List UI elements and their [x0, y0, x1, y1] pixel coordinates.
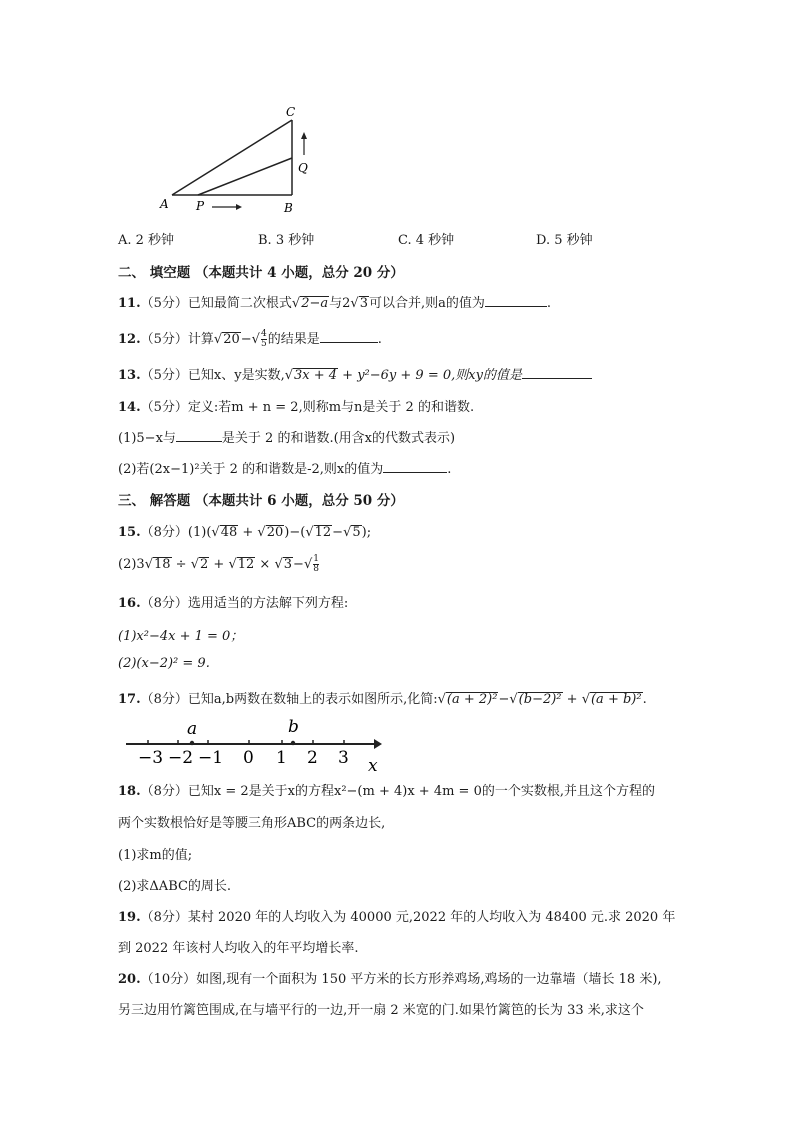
question-13: [118, 364, 592, 383]
option-b: B. 3 秒钟: [258, 233, 315, 248]
q15-p2-a: (2)3: [118, 557, 145, 572]
section-3-title: 三、 解答题 （本题共计 6 小题，总分 50 分）: [118, 493, 404, 509]
q20-score: （10分）: [140, 972, 197, 987]
q14-p2-pre: (2)若(2x−1)²关于 2 的和谐数是-2,则x的值为: [118, 462, 384, 477]
q13-post: + y²−6y + 9 = 0,则xy的值是: [338, 368, 522, 383]
q15-p2-e: −: [293, 557, 304, 572]
point-b: [291, 741, 295, 745]
section-2-title: 二、 填空题 （本题共计 4 小题，总分 20 分）: [118, 265, 404, 281]
q17-m1: −: [498, 692, 510, 707]
sqrt-sign: √: [291, 296, 301, 311]
tick-label: −3: [138, 748, 164, 768]
option-a: A. 2 秒钟: [118, 233, 175, 248]
question-16-part-1: (1)x²−4x + 1 = 0；: [118, 629, 244, 644]
point-a: [190, 741, 194, 745]
q15-p2-r2: 2: [200, 557, 209, 572]
question-18-line-2: 两个实数根恰好是等腰三角形ABC的两条边长,: [118, 816, 386, 831]
tick-label: −2: [168, 748, 194, 768]
tick-label: −1: [198, 748, 224, 768]
q18-number: 18.: [118, 784, 141, 799]
question-17: [118, 688, 647, 707]
segment-pq: [198, 158, 292, 195]
q19-number: 19.: [118, 910, 141, 925]
question-16-part-2: (2)(x−2)² = 9.: [118, 656, 210, 671]
side-ac: [172, 120, 292, 195]
number-line-figure: [118, 716, 388, 774]
label-c: C: [286, 105, 296, 119]
q12-number: 12.: [118, 332, 141, 347]
question-18-part-1: (1)求m的值;: [118, 848, 193, 863]
question-15-part-2: [118, 555, 320, 574]
q15-score: （8分）: [140, 525, 188, 540]
point-b-label: b: [288, 717, 299, 737]
q15-p2-c: +: [209, 557, 229, 572]
q11-radicand-2: 3: [359, 296, 368, 311]
sqrt-sign: √: [305, 525, 314, 540]
tick-label: 3: [338, 748, 349, 768]
question-14: [118, 396, 474, 415]
sqrt-sign: √: [144, 557, 153, 572]
sqrt-sign: √: [581, 692, 590, 707]
question-19: [118, 906, 675, 925]
sqrt-sign: √: [274, 557, 283, 572]
question-18-part-2: (2)求ΔABC的周长.: [118, 879, 232, 894]
question-15-part-1: [118, 521, 371, 540]
q14-p1-pre: (1)5−x与: [118, 431, 176, 446]
question-14-part-2: [118, 458, 451, 477]
question-12: [118, 328, 382, 349]
q13-radicand: 3x + 4: [294, 368, 338, 383]
q11-score: （5分）: [140, 296, 188, 311]
q17-radicand-3: (a + b)²: [590, 692, 642, 707]
question-20: [118, 968, 662, 987]
q19-score: （8分）: [140, 910, 188, 925]
q11-radicand-1: 2−a: [301, 296, 329, 311]
q12-post: 的结果是: [267, 332, 320, 347]
q15-p2-r1: 18: [153, 557, 171, 572]
q15-p2-r4: 3: [283, 557, 293, 572]
q19-line1: 某村 2020 年的人均收入为 40000 元,2022 年的人均收入为 48400 元.求 2020 年: [187, 910, 676, 925]
q13-answer-blank[interactable]: [522, 366, 592, 379]
q11-mid: 与2: [329, 296, 351, 311]
sqrt-sign: √: [190, 557, 199, 572]
question-11: [118, 292, 551, 311]
q17-text: 已知a,b两数在数轴上的表示如图所示,化简:: [187, 692, 438, 707]
q20-line1: 如图,现有一个面积为 150 平方米的长方形养鸡场,鸡场的一边靠墙（墙长 18 米),: [196, 972, 662, 987]
q11-number: 11.: [118, 296, 141, 311]
q15-p1-e: );: [361, 525, 372, 540]
q15-p1-r3: 12: [314, 525, 332, 540]
q15-p2-r3: 12: [237, 557, 255, 572]
q16-text: 选用适当的方法解下列方程:: [187, 596, 349, 611]
q11-pre: 已知最简二次根式: [187, 296, 292, 311]
label-p: P: [196, 199, 205, 213]
q13-score: （5分）: [140, 368, 188, 383]
q17-radicand-1: (a + 2)²: [446, 692, 498, 707]
q15-p2-fraction: [313, 555, 319, 574]
tick-label: 0: [243, 748, 254, 768]
sqrt-sign: √: [211, 525, 220, 540]
q15-p1-r4: 5: [352, 525, 361, 540]
q15-p2-d: ×: [255, 557, 275, 572]
q12-pre: 计算: [187, 332, 214, 347]
sqrt-sign: √: [303, 557, 313, 572]
arrow-p-head: [236, 204, 242, 210]
q12-fraction-num: 4: [260, 329, 267, 339]
q16-score: （8分）: [140, 596, 188, 611]
q15-p1-a: (1)(: [187, 525, 212, 540]
q11-answer-blank[interactable]: [485, 294, 547, 307]
arrow-q-head: [301, 132, 307, 139]
q15-p1-c: )−(: [284, 525, 306, 540]
q18-line1: 已知x = 2是关于x的方程x²−(m + 4)x + 4m = 0的一个实数根,并且这个方程的: [187, 784, 655, 799]
label-a: A: [160, 197, 169, 211]
sqrt-sign: √: [251, 332, 260, 347]
question-14-part-1: [118, 427, 455, 446]
option-c: C. 4 秒钟: [398, 233, 455, 248]
q12-end: .: [377, 332, 382, 347]
q15-p2-fraction-den: 8: [313, 564, 319, 574]
q15-number: 15.: [118, 525, 141, 540]
sqrt-sign: √: [350, 296, 359, 311]
sqrt-sign: √: [437, 692, 446, 707]
q17-m2: +: [562, 692, 582, 707]
q12-fraction: [261, 330, 267, 349]
tick-label: 1: [276, 748, 287, 768]
axis-x-label: x: [368, 756, 378, 774]
q13-pre: 已知x、y是实数,: [187, 368, 285, 383]
axis-arrow: [374, 739, 382, 749]
sqrt-sign: √: [343, 525, 352, 540]
q15-p1-r1: 48: [220, 525, 238, 540]
q17-score: （8分）: [140, 692, 188, 707]
option-d: D. 5 秒钟: [536, 233, 593, 248]
q15-p1-b: +: [238, 525, 258, 540]
question-19-line-2: 到 2022 年该村人均收入的年平均增长率.: [118, 941, 359, 956]
q16-number: 16.: [118, 596, 141, 611]
sqrt-sign: √: [213, 332, 223, 347]
q17-end: .: [642, 692, 647, 707]
q17-number: 17.: [118, 692, 141, 707]
q13-number: 13.: [118, 368, 141, 383]
sqrt-sign: √: [228, 557, 237, 572]
q15-p1-r2: 20: [266, 525, 284, 540]
q14-p2-blank[interactable]: [383, 460, 447, 473]
question-20-line-2: 另三边用竹篱笆围成,在与墙平行的一边,开一扇 2 米宽的门.如果竹篱笆的长为 33 米,求这个: [118, 1003, 644, 1018]
q18-score: （8分）: [140, 784, 188, 799]
q15-p2-fraction-num: 1: [313, 554, 319, 564]
q15-p1-d: −: [332, 525, 344, 540]
q14-p1-blank[interactable]: [176, 429, 222, 442]
sqrt-sign: √: [257, 525, 266, 540]
tick-label: 2: [307, 748, 318, 768]
question-16: [118, 592, 348, 611]
q11-end: .: [546, 296, 552, 311]
q14-p2-end: .: [447, 462, 452, 477]
q14-number: 14.: [118, 400, 141, 415]
q12-fraction-den: 5: [260, 339, 267, 349]
q15-p2-b: ÷: [171, 557, 191, 572]
q20-number: 20.: [118, 972, 141, 987]
label-b: B: [284, 201, 293, 215]
sqrt-sign: √: [284, 368, 294, 383]
point-a-label: a: [187, 719, 198, 739]
q14-score: （5分）: [140, 400, 188, 415]
q17-radicand-2: (b−2)²: [518, 692, 562, 707]
triangle-figure: [150, 100, 330, 220]
question-18: [118, 780, 655, 799]
q12-answer-blank[interactable]: [320, 330, 378, 343]
q11-post: 可以合并,则a的值为: [369, 296, 485, 311]
q12-score: （5分）: [140, 332, 188, 347]
q14-p1-post: 是关于 2 的和谐数.(用含x的代数式表示): [221, 431, 456, 446]
q12-radicand-1: 20: [223, 332, 240, 347]
label-q: Q: [298, 161, 308, 175]
sqrt-sign: √: [509, 692, 518, 707]
q12-minus: −: [240, 332, 252, 347]
q14-text: 定义:若m + n = 2,则称m与n是关于 2 的和谐数.: [187, 400, 475, 415]
